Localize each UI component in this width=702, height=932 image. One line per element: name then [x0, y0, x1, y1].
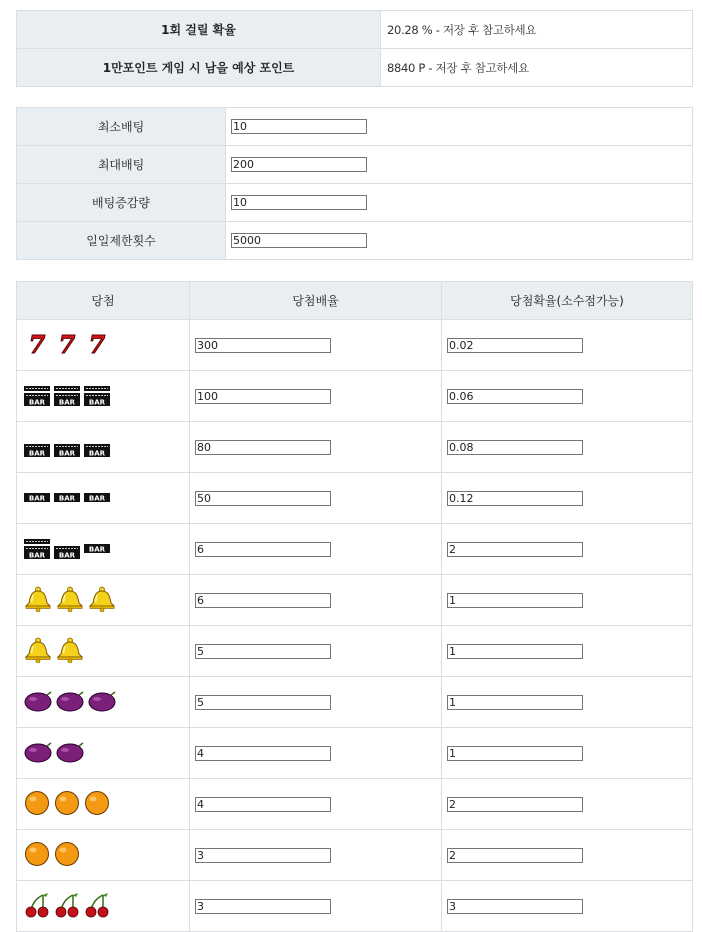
payout-row [17, 830, 693, 881]
betting-row [17, 222, 693, 260]
header-probability: 당첨확율(소수점가능) [442, 282, 693, 320]
combo-cell [17, 473, 190, 524]
multiplier-input[interactable] [195, 440, 331, 455]
payout-header-row [17, 282, 693, 320]
svg-text:BAR: BAR [28, 449, 46, 457]
payout-row [17, 881, 693, 932]
orange-icon [23, 790, 51, 819]
orange-icon [53, 841, 81, 870]
betting-value-cell [226, 108, 693, 146]
summary-value: 8840 P - 저장 후 참고하세요 [381, 49, 693, 87]
svg-text:BAR: BAR [88, 398, 106, 406]
betting-row [17, 146, 693, 184]
payout-row [17, 728, 693, 779]
bar3-icon [53, 384, 81, 409]
payout-row [17, 677, 693, 728]
betting-label: 배팅증감량 [17, 184, 226, 222]
orange-icon [83, 790, 111, 819]
svg-text:BAR: BAR [58, 494, 76, 502]
bell-icon [23, 586, 53, 615]
betting-row [17, 108, 693, 146]
cherry-icon [23, 892, 51, 921]
combo-cell [17, 881, 190, 932]
svg-text:BAR: BAR [58, 398, 76, 406]
probability-cell [442, 422, 693, 473]
bar1-icon [53, 486, 81, 511]
probability-input[interactable] [447, 440, 583, 455]
betting-label: 최대배팅 [17, 146, 226, 184]
payout-table [16, 281, 693, 932]
multiplier-cell [190, 473, 442, 524]
payout-row [17, 524, 693, 575]
plum-icon [23, 690, 53, 715]
combo-cell [17, 626, 190, 677]
combo-cell [17, 524, 190, 575]
svg-text:7: 7 [88, 331, 106, 356]
multiplier-cell [190, 779, 442, 830]
summary-label: 1회 걸릴 확율 [17, 11, 381, 49]
payout-row [17, 779, 693, 830]
probability-cell [442, 779, 693, 830]
probability-input[interactable] [447, 593, 583, 608]
bar1-icon [83, 486, 111, 511]
multiplier-input[interactable] [195, 746, 331, 761]
betting-label: 일일제한횟수 [17, 222, 226, 260]
cherry-icon [53, 892, 81, 921]
multiplier-input[interactable] [195, 491, 331, 506]
probability-input[interactable] [447, 338, 583, 353]
probability-input[interactable] [447, 389, 583, 404]
multiplier-input[interactable] [195, 389, 331, 404]
probability-input[interactable] [447, 542, 583, 557]
betting-settings-table [16, 107, 693, 260]
plum-icon [87, 690, 117, 715]
probability-input[interactable] [447, 848, 583, 863]
probability-cell [442, 371, 693, 422]
svg-text:7: 7 [28, 331, 46, 356]
probability-cell [442, 473, 693, 524]
svg-text:BAR: BAR [28, 398, 46, 406]
combo-cell [17, 575, 190, 626]
multiplier-cell [190, 881, 442, 932]
payout-row [17, 320, 693, 371]
betting-value-cell [226, 146, 693, 184]
probability-cell [442, 677, 693, 728]
probability-input[interactable] [447, 695, 583, 710]
payout-row [17, 575, 693, 626]
probability-cell [442, 626, 693, 677]
betting-value-cell [226, 184, 693, 222]
summary-table [16, 10, 693, 87]
summary-row [17, 49, 693, 87]
orange-icon [23, 841, 51, 870]
bar2-icon [53, 537, 81, 562]
header-multiplier: 당첨배율 [190, 282, 442, 320]
combo-cell [17, 422, 190, 473]
probability-input[interactable] [447, 491, 583, 506]
svg-text:BAR: BAR [58, 449, 76, 457]
multiplier-cell [190, 422, 442, 473]
combo-cell [17, 728, 190, 779]
svg-text:BAR: BAR [28, 551, 46, 559]
bell-icon [23, 637, 53, 666]
plum-icon [55, 690, 85, 715]
multiplier-cell [190, 626, 442, 677]
svg-text:7: 7 [58, 331, 76, 356]
plum-icon [23, 741, 53, 766]
multiplier-input[interactable] [195, 593, 331, 608]
betting-input[interactable] [231, 119, 367, 134]
multiplier-cell [190, 830, 442, 881]
payout-row [17, 371, 693, 422]
multiplier-cell [190, 524, 442, 575]
bar1-icon [83, 537, 111, 562]
betting-label: 최소배팅 [17, 108, 226, 146]
bar2-icon [23, 435, 51, 460]
bar1-icon [23, 486, 51, 511]
multiplier-input[interactable] [195, 338, 331, 353]
payout-row [17, 626, 693, 677]
multiplier-cell [190, 728, 442, 779]
probability-cell [442, 320, 693, 371]
multiplier-cell [190, 677, 442, 728]
bell-icon [55, 586, 85, 615]
combo-cell [17, 371, 190, 422]
betting-row [17, 184, 693, 222]
combo-cell [17, 779, 190, 830]
summary-value: 20.28 % - 저장 후 참고하세요 [381, 11, 693, 49]
probability-input[interactable] [447, 644, 583, 659]
probability-cell [442, 830, 693, 881]
multiplier-input[interactable] [195, 644, 331, 659]
betting-input[interactable] [231, 233, 367, 248]
payout-row [17, 473, 693, 524]
bell-icon [87, 586, 117, 615]
bar3-icon [23, 384, 51, 409]
probability-input[interactable] [447, 899, 583, 914]
multiplier-cell [190, 320, 442, 371]
seven-icon [53, 332, 81, 359]
seven-icon [23, 332, 51, 359]
multiplier-input[interactable] [195, 899, 331, 914]
payout-row [17, 422, 693, 473]
probability-cell [442, 881, 693, 932]
seven-icon [83, 332, 111, 359]
probability-cell [442, 524, 693, 575]
svg-text:BAR: BAR [88, 545, 106, 553]
multiplier-input[interactable] [195, 797, 331, 812]
combo-cell [17, 830, 190, 881]
svg-text:BAR: BAR [88, 494, 106, 502]
svg-text:BAR: BAR [28, 494, 46, 502]
probability-cell [442, 728, 693, 779]
probability-input[interactable] [447, 746, 583, 761]
multiplier-cell [190, 575, 442, 626]
multiplier-cell [190, 371, 442, 422]
probability-input[interactable] [447, 797, 583, 812]
multiplier-input[interactable] [195, 848, 331, 863]
svg-text:BAR: BAR [58, 551, 76, 559]
multiplier-input[interactable] [195, 542, 331, 557]
header-combo: 당첨 [17, 282, 190, 320]
summary-row [17, 11, 693, 49]
betting-input[interactable] [231, 157, 367, 172]
betting-value-cell [226, 222, 693, 260]
combo-cell [17, 320, 190, 371]
bar3-icon [23, 537, 51, 562]
combo-cell [17, 677, 190, 728]
summary-label: 1만포인트 게임 시 남을 예상 포인트 [17, 49, 381, 87]
multiplier-input[interactable] [195, 695, 331, 710]
orange-icon [53, 790, 81, 819]
probability-cell [442, 575, 693, 626]
bar2-icon [83, 435, 111, 460]
bar2-icon [53, 435, 81, 460]
plum-icon [55, 741, 85, 766]
bar3-icon [83, 384, 111, 409]
betting-input[interactable] [231, 195, 367, 210]
bell-icon [55, 637, 85, 666]
svg-text:BAR: BAR [88, 449, 106, 457]
cherry-icon [83, 892, 111, 921]
